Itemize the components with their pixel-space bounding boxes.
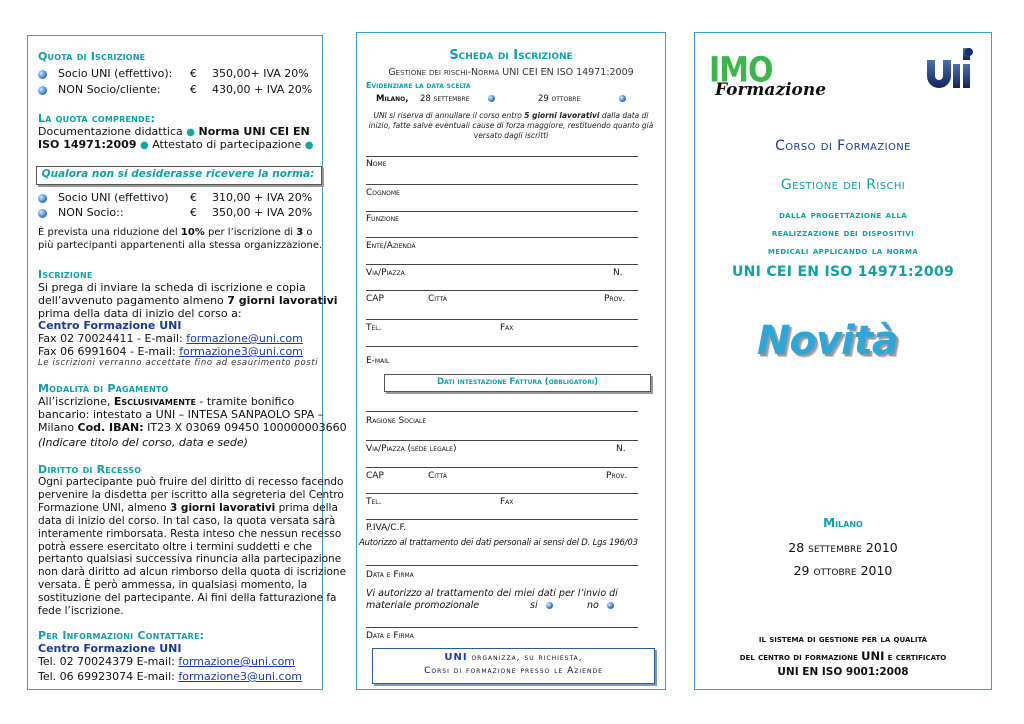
ragione-label: Ragione Sociale [366,416,427,426]
tel-label: Tel. [366,497,382,507]
iscrizione-line: Si prega di inviare la scheda di iscrizione e copia [38,281,306,294]
no-radio[interactable] [607,602,614,609]
evidenziare-label: Evidenziare la data scelta [366,81,471,90]
via-field[interactable] [366,264,638,265]
iscrizione-line: prima della data di inizio del corso a: [38,307,242,320]
via-label: Via/Piazza [366,268,405,278]
funzione-field[interactable] [366,211,638,212]
email-link[interactable]: formazione@uni.com [178,655,296,668]
piva-field[interactable] [366,519,638,520]
vi-autorizzo-line-1: Vi autorizzo al trattamento dei miei dati per l’invio di [366,588,618,599]
via-legale-field[interactable] [366,440,638,441]
vi-autorizzo-line-2: materiale promozionale si no [366,600,479,611]
bullet-icon [38,70,47,79]
comprende-line-1: Documentazione didattica ● Norma UNI CEI EN [38,125,310,138]
email-field[interactable] [366,346,638,347]
date-2: 29 ottobre 2010 [793,563,893,578]
pagamento-line: (Indicare titolo del corso, data e sede) [38,436,248,449]
nome-label: Nome [366,159,387,169]
firma-field[interactable] [366,565,638,566]
info-tel-1: Tel. 02 70024379 E-mail: formazione@uni.com [38,655,296,668]
recesso-line: sostituzione del partecipante. Ai fini della fatturazione fa [38,592,337,605]
iscrizione-fax-1: Fax 02 70024411 - E-mail: formazione@uni.com [38,332,303,345]
quota-title: Quota di Iscrizione [38,50,146,63]
recesso-line: versata. È però ammessa, in qualsiasi momento, la [38,579,308,592]
autorizzo-text: Autorizzo al trattamento dei dati personali ai sensi del D. Lgs 196/03 [359,538,638,548]
citta-label: Città [428,471,447,481]
imo-logo: IMO Formazione [709,50,827,100]
city-label: Milano [823,516,863,530]
ente-field[interactable] [366,237,638,238]
norma-title: UNI CEI EN ISO 14971:2009 [731,264,955,280]
prov-label: Prov. [606,471,628,481]
novita-banner: Novità [757,318,898,364]
date2-radio[interactable] [619,95,626,102]
cognome-label: Cognome [366,188,400,198]
numero-label: N. [613,268,623,278]
nome-field[interactable] [366,156,638,157]
recesso-text [38,476,347,618]
info-centro: Centro Formazione UNI [38,642,182,655]
footer-line-2: del centro di formazione UNI è certificato [739,649,947,663]
recesso-line: pervenire la disdetta per iscritto alla segreteria del Centro [38,488,344,501]
annullamento-note: UNI si riserva di annullare il corso entro 5 giorni lavorativi dalla data di inizio, fatte salve eventuali cause di forza maggiore, restituendo quanto già versato dagli iscritti [368,111,654,140]
iscrizione-fax-2: Fax 06 6991604 - E-mail: formazione3@uni.com [38,345,303,358]
noorma-row: NON Socio:: € 350,00 + IVA 20% [38,206,47,219]
info-tel-2: Tel. 06 69923074 E-mail: formazione3@uni.com [38,670,303,683]
cap-field[interactable] [366,290,638,291]
via-legale-label: Via/Piazza (sede legale) [366,444,457,454]
scheda-title: Scheda di Iscrizione [449,48,573,63]
corso-title: Corso di Formazione [775,138,911,154]
bullet-icon [38,194,47,203]
iscrizione-note: Le iscrizioni verranno accettate fino ad esaurimento posti [38,358,319,368]
dot-icon: ● [139,140,149,151]
fattura-box-text: Dati intestazione Fattura (obbligatori) [437,377,598,387]
info-title: Per Informazioni Contattare: [38,629,205,642]
dot-icon: ● [304,140,314,151]
cognome-field[interactable] [366,184,638,185]
recesso-line: pertanto qualsiasi successiva rinuncia alla partecipazione [38,553,342,566]
email-link[interactable]: formazione3@uni.com [178,670,303,683]
quota-row: NON Socio/cliente: € 430,00 + IVA 20% [38,83,47,96]
fax-label: Fax [500,497,514,507]
recesso-line: data di inizio del corso. In tal caso, la quota versata sarà [38,514,336,527]
comprende-title: La quota comprende: [38,112,156,125]
tel-field[interactable] [366,319,638,320]
quota-row: Socio UNI (effettivo): € 350,00+ IVA 20% [38,67,47,80]
fax-label: Fax [500,323,514,333]
date-selector: Milano, 28 settembre 29 ottobre [376,94,409,104]
bullet-icon [38,209,47,218]
ragione-field[interactable] [366,411,638,412]
iscrizione-centro: Centro Formazione UNI [38,319,182,332]
iscrizione-title: Iscrizione [38,268,93,281]
comprende-line-2: ISO 14971:2009 ● Attestato di partecipazione ● [38,138,314,151]
firma-field-2[interactable] [366,627,638,628]
recesso-line: fede l’iscrizione. [38,605,124,618]
pagamento-line: bancario: intestato a UNI – INTESA SANPAOLO SPA – [38,408,324,421]
noorma-row: Socio UNI (effettivo) € 310,00 + IVA 20% [38,191,47,204]
riduzione-line-1: È prevista una riduzione del 10% per l’iscrizione di 3 o [38,227,313,238]
data-firma-label: Data e Firma [366,631,414,641]
ente-label: Ente/Azienda [366,241,416,251]
pagamento-line: All’iscrizione, Esclusivamente - tramite bonifico [38,395,295,408]
cap-label: CAP [366,294,384,304]
tel-label: Tel. [366,323,382,333]
data-firma-label: Data e Firma [366,570,414,580]
iscrizione-line: dell’avvenuto pagamento almeno 7 giorni lavorativi [38,294,338,307]
recesso-line: potrà essere esercitato oltre i termini suddetti e che [38,540,313,553]
piva-label: P.IVA/C.F. [366,523,407,533]
norma-box-text: Qualora non si desiderasse ricevere la norma: [41,168,315,180]
email-link[interactable]: formazione3@uni.com [179,345,303,358]
pagamento-line: Milano Cod. IBAN: IT23 X 03069 09450 100000003660 [38,421,347,434]
recesso-line: Formazione UNI, almeno 3 giorni lavorativi prima della [38,501,338,514]
email-link[interactable]: formazione@uni.com [186,332,303,345]
riduzione-line-2: più partecipanti appartenenti alla stessa organizzazione. [38,240,323,251]
scheda-subtitle: Gestione dei rischi-Norma UNI CEI EN ISO 14971:2009 [388,67,634,78]
recesso-line: non darà diritto ad alcun rimborso della quota di iscrizione [38,566,347,579]
bottom-box-line-2: Corsi di formazione presso le Aziende [424,666,603,676]
date-1: 28 settembre 2010 [788,540,898,555]
cap-field-2[interactable] [366,467,638,468]
bullet-icon [38,86,47,95]
recesso-line: Ogni partecipante può fruire del diritto di recesso facendo [38,476,344,488]
bottom-box-line-1: UNI organizza, su richiesta, [444,652,583,663]
funzione-label: Funzione [366,214,399,224]
numero-label: N. [616,444,626,454]
cap-label: CAP [366,471,384,481]
date1-radio[interactable] [488,95,495,102]
course-subtitle: dalla progettazione alla realizzazione dei dispositivi medicali applicando la norma [767,209,919,257]
gestione-title: Gestione dei Rischi [780,177,906,193]
uni-logo [925,46,975,90]
si-radio[interactable] [546,602,553,609]
footer-line-1: il sistema di gestione per la qualità [758,634,928,645]
prov-label: Prov. [604,294,626,304]
email-label: E-mail [366,356,390,366]
dot-icon: ● [186,127,195,138]
pagamento-title: Modalità di Pagamento [38,382,169,395]
tel-field-2[interactable] [366,493,638,494]
recesso-title: Diritto di Recesso [38,463,142,476]
citta-label: Città [428,294,447,304]
footer-line-3: UNI EN ISO 9001:2008 [777,666,909,678]
recesso-line: interamente rimborsata. Resta inteso che nessun recesso [38,527,342,540]
